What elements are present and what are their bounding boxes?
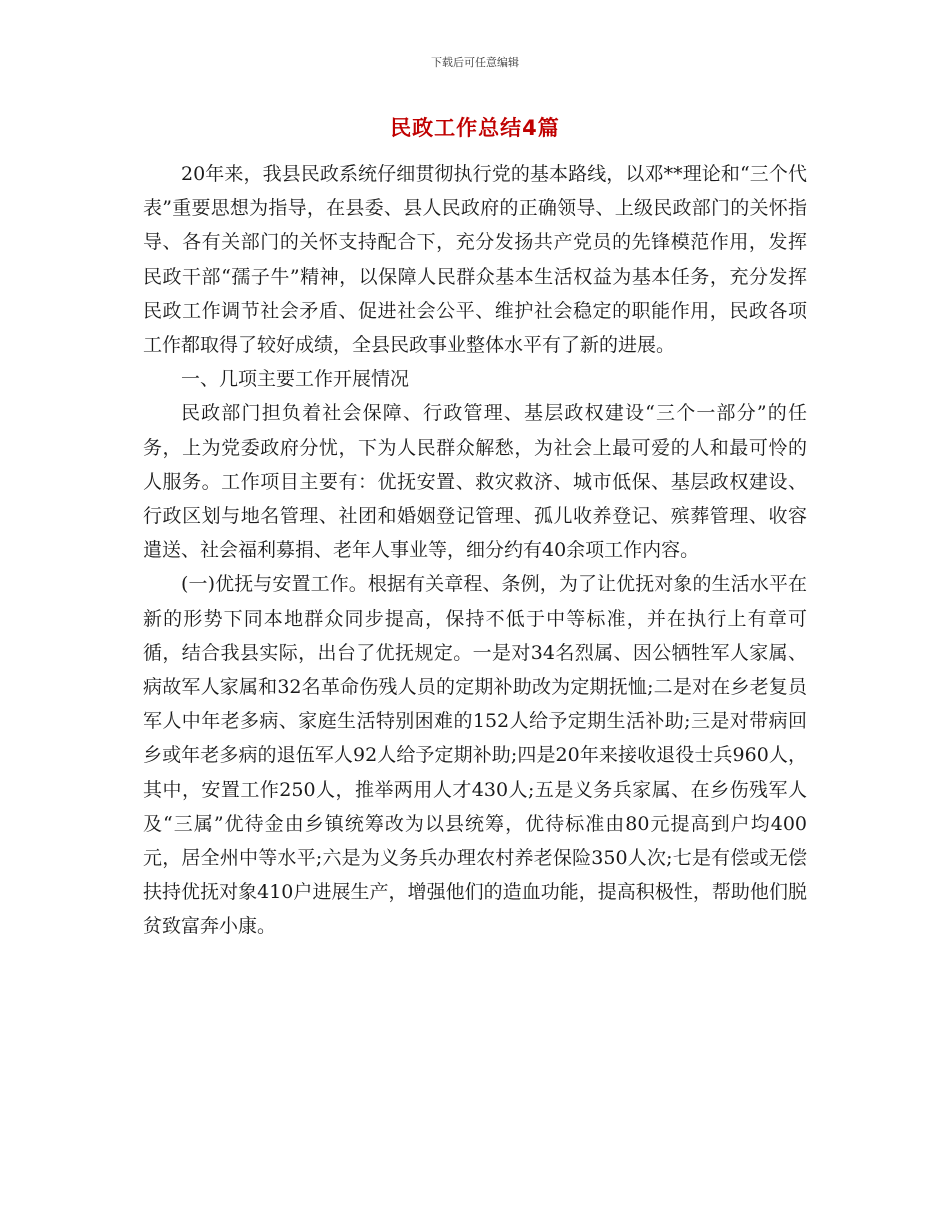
paragraph-preferential-care: (一)优抚与安置工作。根据有关章程、条例，为了让优抚对象的生活水平在新的形势下同本地群众同步提高，保持不低于中等标准，并在执行上有章可循，结合我县实际，出台了优抚规定。一是对34名烈属、因公牺牲军人家属、病故军人家属和32名革命伤残人员的定期补助改为定期抚恤;二是对在乡老复员军人中年老多病、家庭生活特别困难的152人给予定期生活补助;三是对带病回乡或年老多病的退伍军人92人给予定期补助;四是20年来接收退役士兵960人，其中，安置工作250人，推举两用人才430人;五是义务兵家属、在乡伤残军人及“三属”优待金由乡镇统筹改为以县统筹，优待标准由80元提高到户均400元，居全州中等水平;六是为义务兵办理农村养老保险350人次;七是有偿或无偿扶持优抚对象410户进展生产，增强他们的造血功能，提高积极性，帮助他们脱贫致富奔小康。 <box>143 573 807 938</box>
section-heading: 一、几项主要工作开展情况 <box>181 368 410 391</box>
document-body <box>143 157 807 944</box>
document-title: 民政工作总结4篇 <box>390 116 560 140</box>
page-header-note: 下载后可任意编辑 <box>431 56 519 69</box>
paragraph-intro: 20年来，我县民政系统仔细贯彻执行党的基本路线，以邓**理论和“三个代表”重要思想为指导，在县委、县人民政府的正确领导、上级民政部门的关怀指导、各有关部门的关怀支持配合下，充分发扬共产党员的先锋模范作用，发挥民政干部“孺子牛”精神，以保障人民群众基本生活权益为基本任务，充分发挥民政工作调节社会矛盾、促进社会公平、维护社会稳定的职能作用，民政各项工作都取得了较好成绩，全县民政事业整体水平有了新的进展。 <box>143 163 807 357</box>
paragraph-scope: 民政部门担负着社会保障、行政管理、基层政权建设“三个一部分”的任务，上为党委政府分忧，下为人民群众解愁，为社会上最可爱的人和最可怜的人服务。工作项目主要有：优抚安置、救灾救济、城市低保、基层政权建设、行政区划与地名管理、社团和婚姻登记管理、孤儿收养登记、殡葬管理、收容遣送、社会福利募捐、老年人事业等，细分约有40余项工作内容。 <box>143 402 807 562</box>
